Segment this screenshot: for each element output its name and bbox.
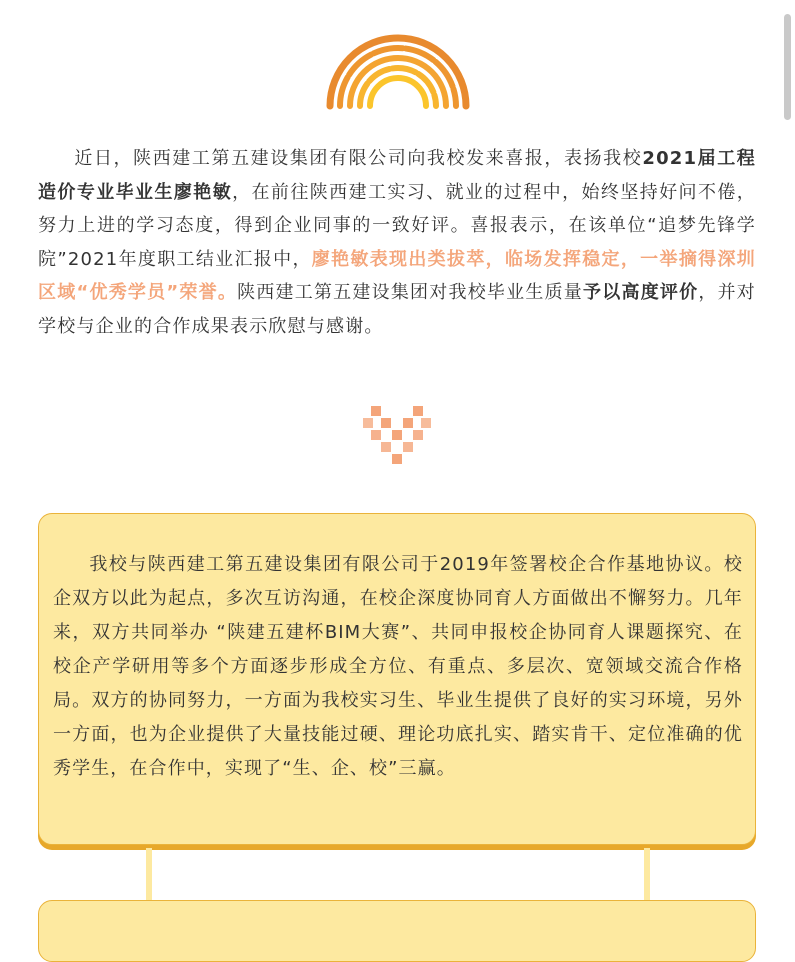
card-connector-right (644, 848, 650, 900)
intro-paragraph (38, 142, 756, 343)
cooperation-text: 我校与陕西建工第五建设集团有限公司于2019年签署校企合作基地协议。校企双方以此为起点，多次互访沟通，在校企深度协同育人方面做出不懈努力。几年来，双方共同举办 “陕建五建杯BIM大赛”、共同申报校企协同育人课题探究、在校企产学研用等多个方面逐步形成全方位、有重点、多层次、宽领域交流合作格局。双方的协同努力，一方面为我校实习生、毕业生提供了良好的实习环境，另外一方面，也为企业提供了大量技能过硬、理论功底扎实、踏实肯干、定位准确的优秀学生，在合作中，实现了“生、企、校”三赢。 (53, 554, 743, 779)
next-card (38, 900, 756, 962)
page-scrollbar[interactable] (784, 14, 791, 120)
intro-highlight-honor: 廖艳敏表现出类拔萃，临场发挥稳定，一举摘得深圳区域“优秀学员”荣誉。 (38, 248, 756, 303)
intro-bold-graduate: 2021届工程造价专业毕业生廖艳敏 (38, 148, 757, 203)
intro-text-2: ，在前往陕西建工实习、就业的过程中，始终坚持好问不倦，努力上进的学习态度，得到企业同事的一致好评。喜报表示，在该单位“追梦先锋学院”2021年度职工结业汇报中， (38, 181, 756, 270)
pixel-heart-icon (361, 404, 433, 468)
intro-text-4: ，并对学校与企业的合作成果表示欣慰与感谢。 (38, 282, 756, 337)
cooperation-paragraph (53, 548, 743, 786)
cooperation-card (38, 513, 756, 845)
intro-text-3: 陕西建工第五建设集团对我校毕业生质量 (237, 282, 584, 303)
rainbow-icon (322, 16, 474, 110)
card-connector-left (146, 848, 152, 900)
intro-text-1: 近日，陕西建工第五建设集团有限公司向我校发来喜报，表扬我校 (74, 148, 643, 169)
intro-bold-evaluation: 予以高度评价 (583, 282, 699, 303)
